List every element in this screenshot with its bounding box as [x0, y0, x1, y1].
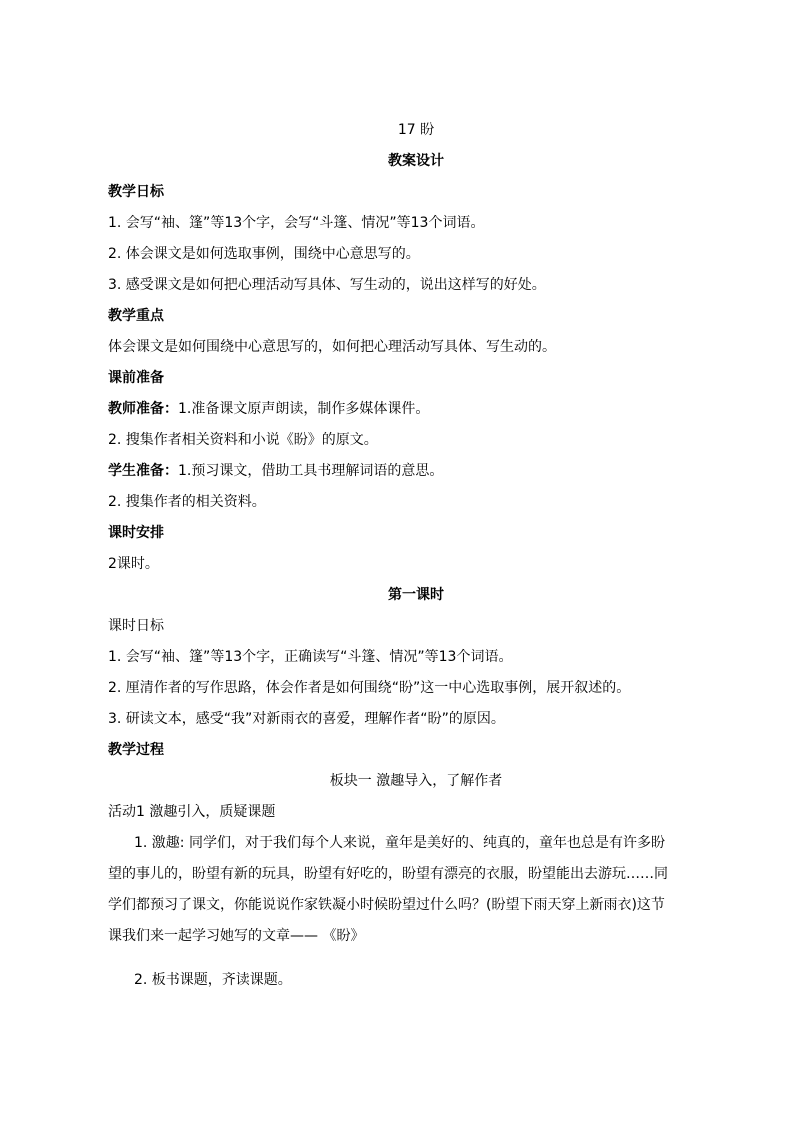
teacher-prep-1	[108, 399, 429, 419]
lesson-goal-3: 3. 研读文本，感受“我”对新雨衣的喜爱，理解作者“盼”的原因。	[108, 711, 505, 727]
teacher-prep-label: 教师准备：	[108, 401, 178, 417]
activity-1-heading: 活动1 激趣引入，质疑课题	[108, 804, 276, 820]
paragraph-1-line-2: 望的事儿的，盼望有新的玩具，盼望有好吃的，盼望有漂亮的衣服，盼望能出去游玩……同	[108, 866, 668, 882]
student-prep-1	[108, 461, 443, 481]
goal-3: 3. 感受课文是如何把心理活动写具体、写生动的，说出这样写的好处。	[108, 277, 546, 293]
schedule-text: 2课时。	[108, 556, 159, 572]
student-prep-2: 2. 搜集作者的相关资料。	[108, 494, 266, 510]
heading-first-lesson: 第一课时	[388, 587, 444, 603]
student-prep-1-text: 1.预习课文，借助工具书理解词语的意思。	[178, 463, 444, 479]
heading-preparation: 课前准备	[108, 370, 164, 386]
subtitle-lesson-design: 教案设计	[388, 153, 444, 169]
block-1-heading: 板块一 激趣导入，了解作者	[329, 773, 503, 789]
goal-2: 2. 体会课文是如何选取事例，围绕中心意思写的。	[108, 246, 420, 262]
lesson-title: 17 盼	[397, 122, 435, 138]
heading-teaching-process: 教学过程	[108, 742, 164, 758]
lesson-goal-1: 1. 会写“袖、篷”等13个字，正确读写“斗篷、情况”等13个词语。	[108, 649, 513, 665]
heading-key-points: 教学重点	[108, 308, 164, 324]
heading-schedule: 课时安排	[108, 525, 164, 541]
heading-lesson-goals: 课时日标	[108, 618, 164, 634]
goal-1: 1. 会写“袖、篷”等13个字，会写“斗篷、情况”等13个词语。	[108, 215, 485, 231]
teacher-prep-2: 2. 搜集作者相关资料和小说《盼》的原文。	[108, 432, 378, 448]
paragraph-1-line-4: 课我们来一起学习她写的文章—— 《盼》	[108, 928, 365, 944]
paragraph-1-line-1: 1. 激趣: 同学们，对于我们每个人来说，童年是美好的、纯真的，童年也总是有许多盼	[134, 835, 665, 851]
student-prep-label: 学生准备：	[108, 463, 178, 479]
paragraph-1-line-3: 学们都预习了课文，你能说说作家铁凝小时候盼望过什么吗？(盼望下雨天穿上新雨衣)这节	[108, 897, 665, 913]
key-points-text: 体会课文是如何围绕中心意思写的，如何把心理活动写具体、写生动的。	[108, 339, 556, 355]
lesson-goal-2: 2. 厘清作者的写作思路，体会作者是如何围绕“盼”这一中心选取事例，展开叙述的。	[108, 680, 631, 696]
heading-teaching-goals: 教学日标	[108, 184, 164, 200]
teacher-prep-1-text: 1.准备课文原声朗读，制作多媒体课件。	[178, 401, 430, 417]
paragraph-2: 2. 板书课题，齐读课题。	[134, 972, 292, 988]
